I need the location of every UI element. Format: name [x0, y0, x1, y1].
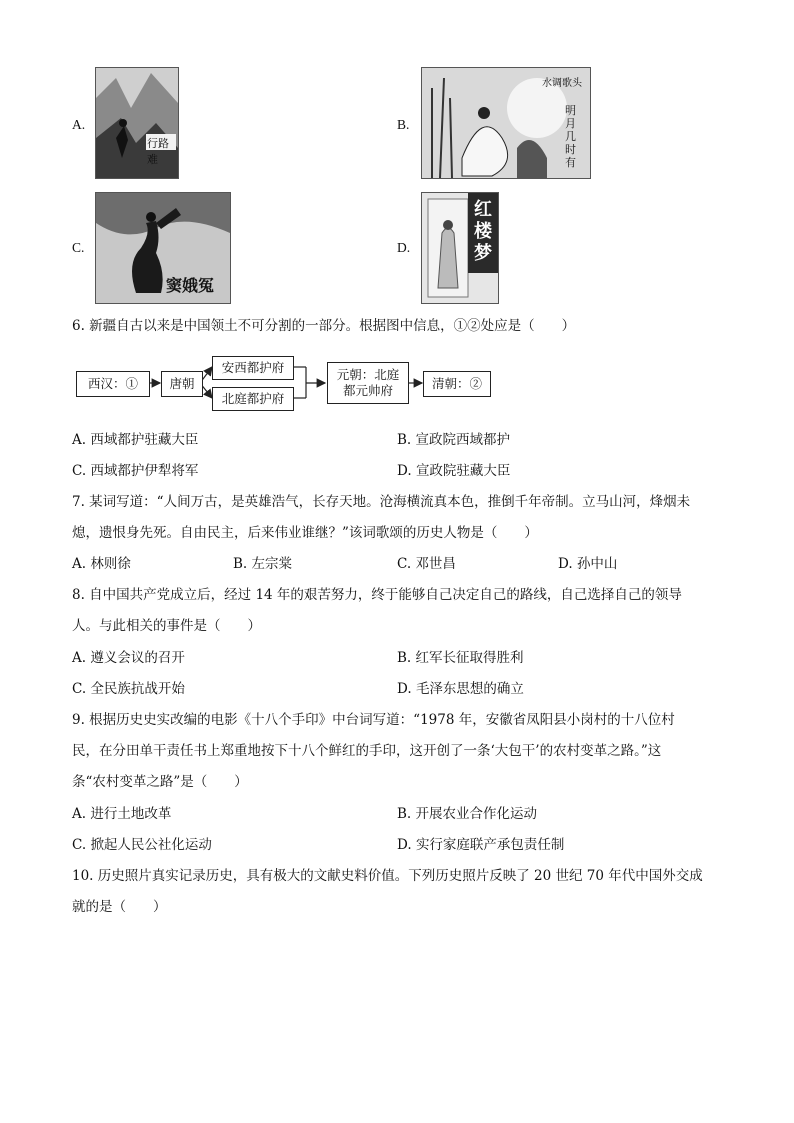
option-text: 西域都护驻藏大臣: [90, 432, 199, 448]
option-letter-c: C.: [72, 240, 85, 255]
image-option-c[interactable]: [95, 192, 231, 304]
option-letter-b: B.: [397, 117, 410, 132]
q6-option-c[interactable]: [72, 461, 198, 481]
question-8-stem-line2: 人。与此相关的事件是（ ）: [72, 618, 261, 634]
question-9-stem-line1: 9. 根据历史史实改编的电影《十八个手印》中台词写道：“1978 年，安徽省凤阳县小岗村的十八位村: [72, 712, 675, 728]
option-text: 邓世昌: [415, 556, 456, 572]
option-letter: A.: [72, 556, 87, 572]
q7-option-c[interactable]: [397, 554, 456, 574]
option-letter: B.: [397, 432, 412, 448]
q6-option-a[interactable]: [72, 430, 198, 450]
q8-option-a[interactable]: [72, 648, 185, 668]
option-text: 毛泽东思想的确立: [415, 681, 524, 697]
option-text: 左宗棠: [251, 556, 293, 572]
option-letter: D.: [397, 463, 412, 479]
option-letter: B.: [397, 650, 412, 666]
diagram-box-tang: 唐朝: [161, 371, 203, 397]
option-letter: B.: [233, 556, 248, 572]
q8-option-b[interactable]: [397, 648, 524, 668]
question-8-stem-line1: 8. 自中国共产党成立后，经过 14 年的艰苦努力，终于能够自己决定自己的路线，自己选择自己的领导: [72, 587, 682, 603]
image-option-b[interactable]: [421, 67, 591, 179]
q7-option-b[interactable]: [233, 554, 292, 574]
option-text: 宣政院驻藏大臣: [415, 463, 511, 479]
image-option-a[interactable]: [95, 67, 179, 179]
diagram-box-beiting: 北庭都护府: [212, 387, 294, 411]
option-text: 实行家庭联产承包责任制: [415, 837, 565, 853]
question-7-stem-line1: 7. 某词写道：“人间万古，是英雄浩气，长存天地。沧海横流真本色，推倒千年帝制。立马山河，烽烟未: [72, 494, 691, 510]
option-letter: D.: [397, 681, 412, 697]
option-letter: C.: [72, 837, 87, 853]
diagram-box-xihan: 西汉：①: [76, 371, 150, 397]
diagram-yuan-line1: 元朝：北庭: [336, 367, 400, 382]
option-text: 全民族抗战开始: [90, 681, 185, 697]
option-letter: C.: [397, 556, 412, 572]
q9-option-d[interactable]: [397, 835, 564, 855]
option-text: 孙中山: [576, 556, 618, 572]
question-10-stem-line1: 10. 历史照片真实记录历史，具有极大的文献史料价值。下列历史照片反映了 20 世纪 70 年代中国外交成: [72, 868, 703, 884]
question-10-stem-line2: 就的是（ ）: [72, 899, 167, 915]
diagram-box-qing: 清朝：②: [423, 371, 491, 397]
option-text: 进行土地改革: [90, 806, 172, 822]
question-9-stem-line2: 民，在分田单干责任书上郑重地按下十八个鲜红的手印，这开创了一条‘大包干’的农村变革之路。”这: [72, 743, 662, 759]
q8-option-d[interactable]: [397, 679, 524, 699]
option-letter-a: A.: [72, 117, 86, 132]
option-letter: A.: [72, 432, 87, 448]
option-letter: C.: [72, 681, 87, 697]
option-text: 西域都护伊犁将军: [90, 463, 199, 479]
option-letter: D.: [558, 556, 573, 572]
q6-option-b[interactable]: [397, 430, 510, 450]
q8-option-c[interactable]: [72, 679, 185, 699]
q7-option-d[interactable]: [558, 554, 617, 574]
book-title-d: 红楼梦: [474, 199, 492, 264]
question-6-stem: 6. 新疆自古以来是中国领土不可分割的一部分。根据图中信息，①②处应是（ ）: [72, 318, 576, 334]
option-text: 开展农业合作化运动: [415, 806, 538, 822]
option-text: 遵义会议的召开: [90, 650, 185, 666]
q9-option-c[interactable]: [72, 835, 212, 855]
option-letter-d: D.: [397, 240, 411, 255]
image-caption-b: 明月几时有: [565, 104, 576, 169]
q7-option-a[interactable]: [72, 554, 131, 574]
option-text: 林则徐: [90, 556, 131, 572]
option-letter: B.: [397, 806, 412, 822]
question-7-stem-line2: 熄，遗恨身先死。自由民主，后来伟业谁继？”该词歌颂的历史人物是（ ）: [72, 525, 538, 541]
image-option-d[interactable]: [421, 192, 499, 304]
option-text: 红军长征取得胜利: [415, 650, 524, 666]
option-letter: C.: [72, 463, 87, 479]
option-text: 掀起人民公社化运动: [90, 837, 212, 853]
q9-option-b[interactable]: [397, 804, 537, 824]
diagram-box-yuan: [327, 362, 409, 404]
image-top-text-b: 水调歌头: [542, 78, 582, 89]
option-letter: A.: [72, 806, 87, 822]
option-text: 宣政院西域都护: [415, 432, 511, 448]
option-letter: A.: [72, 650, 87, 666]
q9-option-a[interactable]: [72, 804, 171, 824]
question-9-stem-line3: 条“农村变革之路”是（ ）: [72, 774, 248, 790]
diagram-yuan-line2: 都元帅府: [342, 383, 393, 398]
option-letter: D.: [397, 837, 412, 853]
q6-option-d[interactable]: [397, 461, 510, 481]
image-caption-a: 行路难: [147, 137, 169, 166]
diagram-box-anxi: 安西都护府: [212, 356, 294, 380]
image-caption-c: 窦娥冤: [166, 276, 215, 295]
